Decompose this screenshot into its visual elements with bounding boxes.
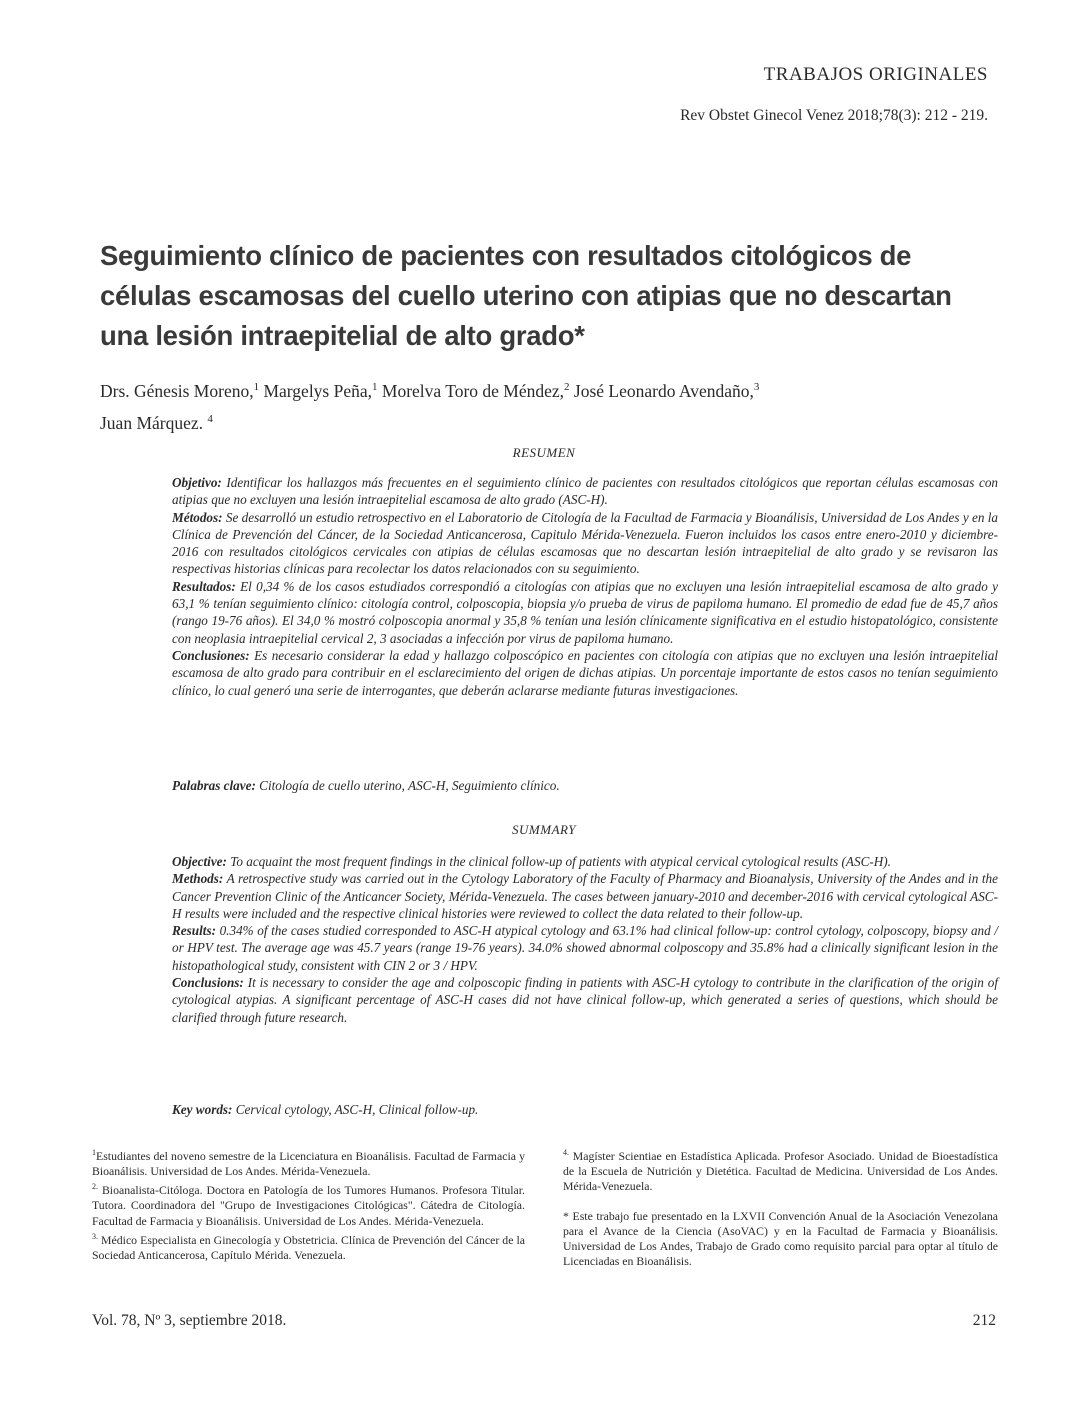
conclusions-text: It is necessary to consider the age and colposcopic finding in patients with ASC-H cytology to contribute in the clarification of the origin of cytological atypias. A significant percentage of ASC-H cases did not have clinical follow-up, which generated a series of questions, which should be clarified through future research. <box>172 975 998 1025</box>
conclusions-label: Conclusions: <box>172 975 244 991</box>
summary-results <box>172 922 998 974</box>
affiliation-marker: 2 <box>564 381 570 393</box>
footnote-marker: 4. <box>563 1148 569 1157</box>
metodos-text: Se desarrolló un estudio retrospectivo en el Laboratorio de Citología de la Facultad de Farmacia y Bioanálisis, Universidad de Los Andes y en la Clínica de Prevención del Cáncer, de la Sociedad Anticancerosa, Capitulo Mérida-Venezuela. Fueron incluidos los casos entre enero-2010 y diciembre-2016 con resultados citológicos cervicales con atipias de células escamosas que no descartan lesión intraepitelial de alto grado y se revisaron las respectivas historias clínicas para recolectar los datos relacionados con su seguimiento. <box>172 509 999 577</box>
conclusiones-text: Es necesario considerar la edad y hallazgo colposcópico en pacientes con citología con atipias que no excluyen una lesión intraepitelial escamosa de alto grado para contribuir en el esclarecimiento del origen de dichas atipias. Un porcentaje importante de estos casos no tenían seguimiento clínico, lo cual generó una serie de interrogantes, que deberán aclararse mediante futuras investigaciones. <box>172 647 998 698</box>
results-label: Results: <box>172 923 216 939</box>
summary-objective <box>172 853 998 870</box>
footnote-4 <box>563 1145 998 1195</box>
footnote-text: Médico Especialista en Ginecología y Obstetricia. Clínica de Prevención del Cáncer de la Sociedad Anticancerosa, Capítulo Mérida. Venezuela. <box>92 1232 525 1262</box>
objetivo-text: Identificar los hallazgos más frecuentes en el seguimiento clínico de pacientes con resultados citológicos que reportan células escamosas con atipias que no excluyen una lesión intraepitelial escamosa de alto grado (ASC-H). <box>172 475 999 508</box>
footnote-text: Bioanalista-Citóloga. Doctora en Patología de los Tumores Humanos. Profesora Titular. Tutora. Coordinadora del "Grupo de Investigaciones Citológicas". Cátedra de Citología. Facultad de Farmacia y Bioanálisis. Universidad de Los Andes. Mérida-Venezuela. <box>92 1183 525 1228</box>
footnotes-left <box>92 1145 525 1263</box>
methods-label: Methods: <box>172 871 224 887</box>
key-words-label: Key words: <box>172 1102 233 1117</box>
footnote-3 <box>92 1229 525 1263</box>
methods-text: A retrospective study was carried out in the Cytology Laboratory of the Faculty of Pharmacy and Bioanalysis, University of the Andes and in the Cancer Prevention Clinic of the Anticancer Society, Mérida-Venezuela. The cases between january-2010 and december-2016 with cervical cytological ASC-H results were included and the respective clinical histories were reviewed to collect the data related to their follow-up. <box>172 871 999 921</box>
summary-conclusions <box>172 974 998 1026</box>
footnotes-right <box>563 1145 998 1269</box>
footnote-presentation: * Este trabajo fue presentado en la LXVII Convención Anual de la Asociación Venezolana para el Avance de la Ciencia (AsoVAC) y en la Facultad de Farmacia y Bioanálisis. Universidad de Los Andes, Trabajo de Grado como requisito parcial para optar al título de Licenciadas en Bioanálisis. <box>563 1208 998 1269</box>
article-title: Seguimiento clínico de pacientes con resultados citológicos de células escamosas del cuello uterino con atipias que no descartan una lesión intraepitelial de alto grado* <box>100 240 952 351</box>
metodos-label: Métodos: <box>172 509 223 525</box>
resumen-resultados <box>172 578 998 647</box>
results-text: 0.34% of the cases studied corresponded to ASC-H atypical cytology and 63.1% had clinical follow-up: control cytology, colposcopy, biopsy and / or HPV test. The average age was 45.7 years (range 19-76 years). 34.0% showed abnormal colposcopy and 35.8% had a clinically significant lesion in the histopathological study, consistent with CIN 2 or 3 / HPV. <box>172 923 998 973</box>
affiliation-marker: 4 <box>207 412 213 425</box>
author-name: José Leonardo Avendaño, <box>573 380 754 401</box>
resultados-label: Resultados: <box>172 578 236 594</box>
footnote-text: Magíster Scientiae en Estadística Aplicada. Profesor Asociado. Unidad de Bioestadística de la Escuela de Nutrición y Dietética. Facultad de Medicina. Universidad de Los Andes. Mérida-Venezuela. <box>563 1148 999 1194</box>
conclusiones-label: Conclusiones: <box>172 647 250 663</box>
summary-body <box>172 853 998 1026</box>
summary-heading: SUMMARY <box>512 822 576 837</box>
footnote-2 <box>92 1179 525 1229</box>
summary-methods <box>172 870 998 922</box>
footer-issue: Vol. 78, Nº 3, septiembre 2018. <box>92 1312 287 1329</box>
author-name: Génesis Moreno, <box>134 380 254 401</box>
objetivo-label: Objetivo: <box>172 475 222 490</box>
objective-label: Objective: <box>172 854 227 869</box>
key-words-text: Cervical cytology, ASC-H, Clinical follow-up. <box>235 1102 479 1117</box>
affiliation-marker: 3 <box>753 381 760 393</box>
resumen-heading: RESUMEN <box>512 445 576 460</box>
footnote-text: Estudiantes del noveno semestre de la Licenciatura en Bioanálisis. Facultad de Farmacia y Bioanálisis. Universidad de Los Andes. Mérida-Venezuela. <box>92 1148 525 1179</box>
author-name: Margelys Peña, <box>263 380 373 401</box>
affiliation-marker: 1 <box>372 381 378 393</box>
summary-keywords <box>172 1101 998 1118</box>
resumen-body <box>172 474 998 699</box>
affiliation-marker: 1 <box>253 381 260 393</box>
palabras-clave-text: Citología de cuello uterino, ASC-H, Seguimiento clínico. <box>259 778 560 793</box>
section-label: TRABAJOS ORIGINALES <box>763 64 988 85</box>
palabras-clave-label: Palabras clave: <box>172 778 256 793</box>
footnote-marker: 2. <box>92 1182 98 1192</box>
author-name: Morelva Toro de Méndez, <box>381 380 565 401</box>
author-list <box>100 373 1000 437</box>
author-name: Juan Márquez. <box>100 412 204 433</box>
journal-citation: Rev Obstet Ginecol Venez 2018;78(3): 212 - 219. <box>680 107 988 124</box>
resumen-keywords <box>172 777 998 794</box>
footnote-marker: 3. <box>92 1231 98 1241</box>
footnote-marker: 1 <box>92 1148 96 1157</box>
resumen-conclusiones <box>172 647 998 699</box>
resumen-objetivo <box>172 474 998 509</box>
resultados-text: El 0,34 % de los casos estudiados correspondió a citologías con atipias que no excluyen una lesión intraepitelial escamosa de alto grado y 63,1 % tenían seguimiento clínico: citología control, colposcopia, biopsia y/o prueba de virus de papiloma humano. El promedio de edad fue de 45,7 años (rango 19-76 años). El 34,0 % mostró colposcopia anormal y 35,8 % tenían una lesión clínicamente significativa en el estudio histopatológico, consistente con neoplasia intraepitelial cervical 2, 3 asociadas a infección por virus de papiloma humano. <box>172 578 998 646</box>
footnote-1 <box>92 1145 525 1179</box>
page-number: 212 <box>972 1312 996 1329</box>
objective-text: To acquaint the most frequent findings in the clinical follow-up of patients with atypical cervical cytological results (ASC-H). <box>230 854 891 869</box>
resumen-metodos <box>172 509 998 578</box>
author-prefix: Drs. <box>100 380 135 401</box>
